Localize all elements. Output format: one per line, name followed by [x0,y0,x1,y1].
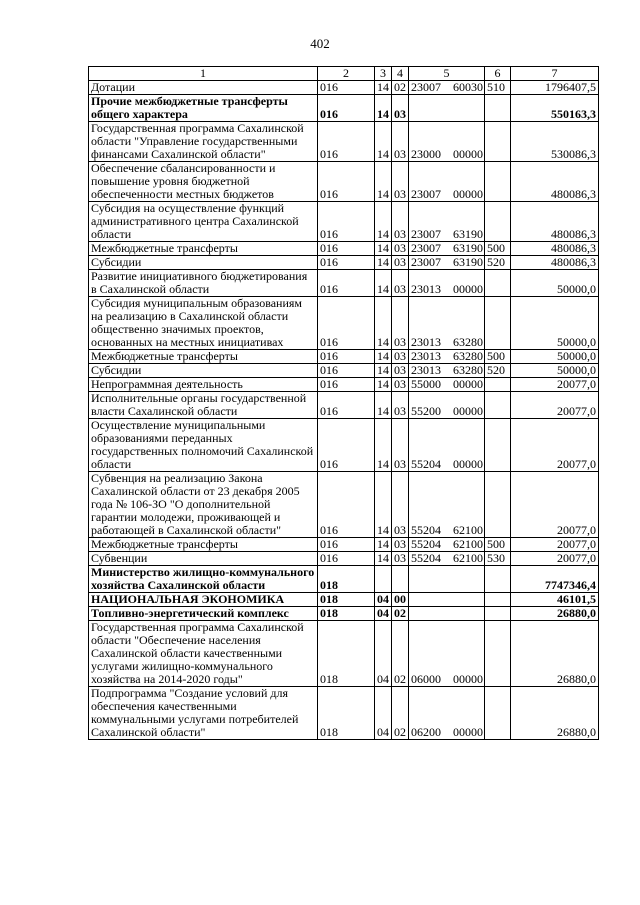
subsection-code: 02 [392,81,409,95]
section-code: 14 [375,472,392,538]
subsection-code: 03 [392,202,409,242]
target-article-suffix: 00000 [453,404,483,418]
ministry-code: 016 [318,419,375,472]
target-article-code [409,419,485,472]
ministry-code: 016 [318,378,375,392]
target-article-suffix: 00000 [453,672,483,686]
amount: 20077,0 [511,552,599,566]
table-row [89,256,599,270]
subsection-code: 03 [392,297,409,350]
target-article-code [409,95,485,122]
target-article-code [409,607,485,621]
target-article-part: 55000 [411,377,441,391]
target-article-part: 55204 [411,457,441,471]
subsection-code: 03 [392,392,409,419]
row-name: Прочие межбюджетные трансферты общего характера [89,95,318,122]
amount: 530086,3 [511,122,599,162]
subsection-code: 03 [392,162,409,202]
expense-type-code [485,202,511,242]
expense-type-code [485,566,511,593]
table-row [89,270,599,297]
ministry-code: 016 [318,270,375,297]
budget-table [88,66,599,740]
table-row [89,378,599,392]
section-code: 14 [375,122,392,162]
expense-type-code [485,392,511,419]
subsection-code: 03 [392,95,409,122]
ministry-code: 018 [318,621,375,687]
table-row [89,242,599,256]
target-article-part: 06200 [411,725,441,739]
target-article-suffix: 00000 [453,147,483,161]
target-article-code [409,621,485,687]
target-article-suffix: 62100 [453,523,483,537]
row-name: Субвенции [89,552,318,566]
section-code: 04 [375,621,392,687]
target-article-suffix: 00000 [453,187,483,201]
subsection-code: 03 [392,472,409,538]
subsection-code [392,566,409,593]
column-header: 5 [409,67,485,81]
section-code: 14 [375,297,392,350]
target-article-code [409,202,485,242]
ministry-code: 016 [318,297,375,350]
row-name: Подпрограмма "Создание условий для обеспечения качественными коммунальными услугами потребителей Сахалинской области" [89,687,318,740]
table-row [89,202,599,242]
table-header-row [89,67,599,81]
row-name: Субсидия на осуществление функций административного центра Сахалинской области [89,202,318,242]
amount: 50000,0 [511,297,599,350]
expense-type-code: 500 [485,242,511,256]
ministry-code: 016 [318,392,375,419]
row-name: Топливно-энергетический комплекс [89,607,318,621]
target-article-suffix: 63280 [453,363,483,377]
expense-type-code [485,621,511,687]
amount: 20077,0 [511,472,599,538]
target-article-part: 06000 [411,672,441,686]
amount: 20077,0 [511,392,599,419]
row-name: Субсидия муниципальным образованиям на реализацию в Сахалинской области общественно значимых проектов, основанных на местных инициативах [89,297,318,350]
target-article-suffix: 62100 [453,537,483,551]
column-header: 6 [485,67,511,81]
table-row [89,538,599,552]
ministry-code: 016 [318,538,375,552]
column-header: 1 [89,67,318,81]
target-article-part: 55204 [411,537,441,551]
expense-type-code [485,419,511,472]
expense-type-code [485,297,511,350]
section-code: 04 [375,687,392,740]
section-code: 04 [375,607,392,621]
subsection-code: 03 [392,270,409,297]
section-code: 14 [375,162,392,202]
expense-type-code: 510 [485,81,511,95]
expense-type-code [485,472,511,538]
table-row [89,621,599,687]
amount: 480086,3 [511,242,599,256]
row-name: Субсидии [89,364,318,378]
target-article-code [409,297,485,350]
table-row [89,472,599,538]
section-code: 14 [375,202,392,242]
target-article-code [409,378,485,392]
amount: 26880,0 [511,687,599,740]
expense-type-code: 530 [485,552,511,566]
ministry-code: 016 [318,242,375,256]
target-article-code [409,472,485,538]
column-header: 7 [511,67,599,81]
amount: 20077,0 [511,378,599,392]
subsection-code: 03 [392,350,409,364]
section-code: 04 [375,593,392,607]
ministry-code: 016 [318,364,375,378]
target-article-suffix: 00000 [453,457,483,471]
target-article-suffix: 00000 [453,377,483,391]
target-article-part: 23007 [411,187,441,201]
expense-type-code [485,270,511,297]
target-article-part: 55204 [411,551,441,565]
ministry-code: 016 [318,256,375,270]
table-row [89,687,599,740]
amount: 1796407,5 [511,81,599,95]
expense-type-code [485,687,511,740]
row-name: Межбюджетные трансферты [89,242,318,256]
row-name: Государственная программа Сахалинской области "Обеспечение населения Сахалинской области качественными услугами жилищно-коммунального хозяйства на 2014-2020 годы" [89,621,318,687]
target-article-part: 55200 [411,404,441,418]
row-name: НАЦИОНАЛЬНАЯ ЭКОНОМИКА [89,593,318,607]
row-name: Дотации [89,81,318,95]
target-article-code [409,566,485,593]
amount: 480086,3 [511,162,599,202]
ministry-code: 016 [318,472,375,538]
target-article-suffix: 63280 [453,349,483,363]
amount: 7747346,4 [511,566,599,593]
target-article-code [409,392,485,419]
table-row [89,607,599,621]
target-article-suffix: 60030 [453,80,483,94]
target-article-code [409,687,485,740]
table-row [89,81,599,95]
expense-type-code [485,593,511,607]
target-article-part: 23007 [411,80,441,94]
target-article-part: 55204 [411,523,441,537]
row-name: Министерство жилищно-коммунального хозяйства Сахалинской области [89,566,318,593]
expense-type-code: 500 [485,538,511,552]
target-article-suffix: 62100 [453,551,483,565]
subsection-code: 03 [392,419,409,472]
ministry-code: 018 [318,566,375,593]
subsection-code: 03 [392,256,409,270]
target-article-part: 23007 [411,255,441,269]
row-name: Обеспечение сбалансированности и повышение уровня бюджетной обеспеченности местных бюджетов [89,162,318,202]
subsection-code: 02 [392,607,409,621]
target-article-suffix: 63190 [453,255,483,269]
row-name: Исполнительные органы государственной власти Сахалинской области [89,392,318,419]
ministry-code: 018 [318,607,375,621]
section-code [375,566,392,593]
amount: 50000,0 [511,350,599,364]
amount: 26880,0 [511,621,599,687]
row-name: Осуществление муниципальными образованиями переданных государственных полномочий Сахалинской области [89,419,318,472]
row-name: Непрограммная деятельность [89,378,318,392]
row-name: Межбюджетные трансферты [89,538,318,552]
column-header: 2 [318,67,375,81]
subsection-code: 00 [392,593,409,607]
table-row [89,162,599,202]
amount: 46101,5 [511,593,599,607]
section-code: 14 [375,95,392,122]
ministry-code: 016 [318,81,375,95]
section-code: 14 [375,538,392,552]
table-row [89,419,599,472]
section-code: 14 [375,350,392,364]
target-article-code [409,593,485,607]
section-code: 14 [375,364,392,378]
row-name: Субсидии [89,256,318,270]
ministry-code: 016 [318,95,375,122]
ministry-code: 016 [318,552,375,566]
row-name: Развитие инициативного бюджетирования в Сахалинской области [89,270,318,297]
expense-type-code [485,95,511,122]
expense-type-code [485,162,511,202]
target-article-part: 23007 [411,227,441,241]
section-code: 14 [375,378,392,392]
subsection-code: 03 [392,242,409,256]
subsection-code: 02 [392,687,409,740]
expense-type-code: 520 [485,364,511,378]
target-article-suffix: 63190 [453,227,483,241]
expense-type-code: 500 [485,350,511,364]
page-number: 402 [310,36,330,51]
ministry-code: 016 [318,122,375,162]
table-row [89,350,599,364]
amount: 480086,3 [511,202,599,242]
section-code: 14 [375,419,392,472]
amount: 26880,0 [511,607,599,621]
target-article-part: 23000 [411,147,441,161]
row-name: Субвенция на реализацию Закона Сахалинской области от 23 декабря 2005 года № 106-ЗО "О дополнительной гарантии молодежи, проживающей и работающей в Сахалинской области" [89,472,318,538]
section-code: 14 [375,270,392,297]
table-row [89,95,599,122]
target-article-suffix: 63280 [453,335,483,349]
table-row [89,552,599,566]
column-header: 4 [392,67,409,81]
section-code: 14 [375,81,392,95]
ministry-code: 016 [318,350,375,364]
table-row [89,297,599,350]
ministry-code: 016 [318,202,375,242]
amount: 20077,0 [511,419,599,472]
row-name: Государственная программа Сахалинской области "Управление государственными финансами Сахалинской области" [89,122,318,162]
table-row [89,364,599,378]
expense-type-code [485,607,511,621]
target-article-code [409,364,485,378]
target-article-code [409,162,485,202]
subsection-code: 03 [392,552,409,566]
target-article-code [409,242,485,256]
table-row [89,122,599,162]
target-article-code [409,256,485,270]
subsection-code: 03 [392,538,409,552]
subsection-code: 02 [392,621,409,687]
target-article-part: 23013 [411,335,441,349]
table-row [89,392,599,419]
target-article-part: 23013 [411,282,441,296]
target-article-part: 23007 [411,241,441,255]
row-name: Межбюджетные трансферты [89,350,318,364]
expense-type-code [485,122,511,162]
ministry-code: 018 [318,687,375,740]
target-article-code [409,270,485,297]
target-article-suffix: 00000 [453,725,483,739]
target-article-code [409,350,485,364]
amount: 550163,3 [511,95,599,122]
target-article-suffix: 63190 [453,241,483,255]
amount: 20077,0 [511,538,599,552]
expense-type-code: 520 [485,256,511,270]
subsection-code: 03 [392,122,409,162]
column-header: 3 [375,67,392,81]
target-article-code [409,538,485,552]
amount: 50000,0 [511,270,599,297]
target-article-suffix: 00000 [453,282,483,296]
section-code: 14 [375,552,392,566]
ministry-code: 018 [318,593,375,607]
section-code: 14 [375,256,392,270]
target-article-part: 23013 [411,349,441,363]
amount: 50000,0 [511,364,599,378]
target-article-code [409,81,485,95]
target-article-code [409,122,485,162]
target-article-code [409,552,485,566]
target-article-part: 23013 [411,363,441,377]
table-row [89,566,599,593]
subsection-code: 03 [392,364,409,378]
section-code: 14 [375,242,392,256]
section-code: 14 [375,392,392,419]
amount: 480086,3 [511,256,599,270]
expense-type-code [485,378,511,392]
table-row [89,593,599,607]
subsection-code: 03 [392,378,409,392]
ministry-code: 016 [318,162,375,202]
